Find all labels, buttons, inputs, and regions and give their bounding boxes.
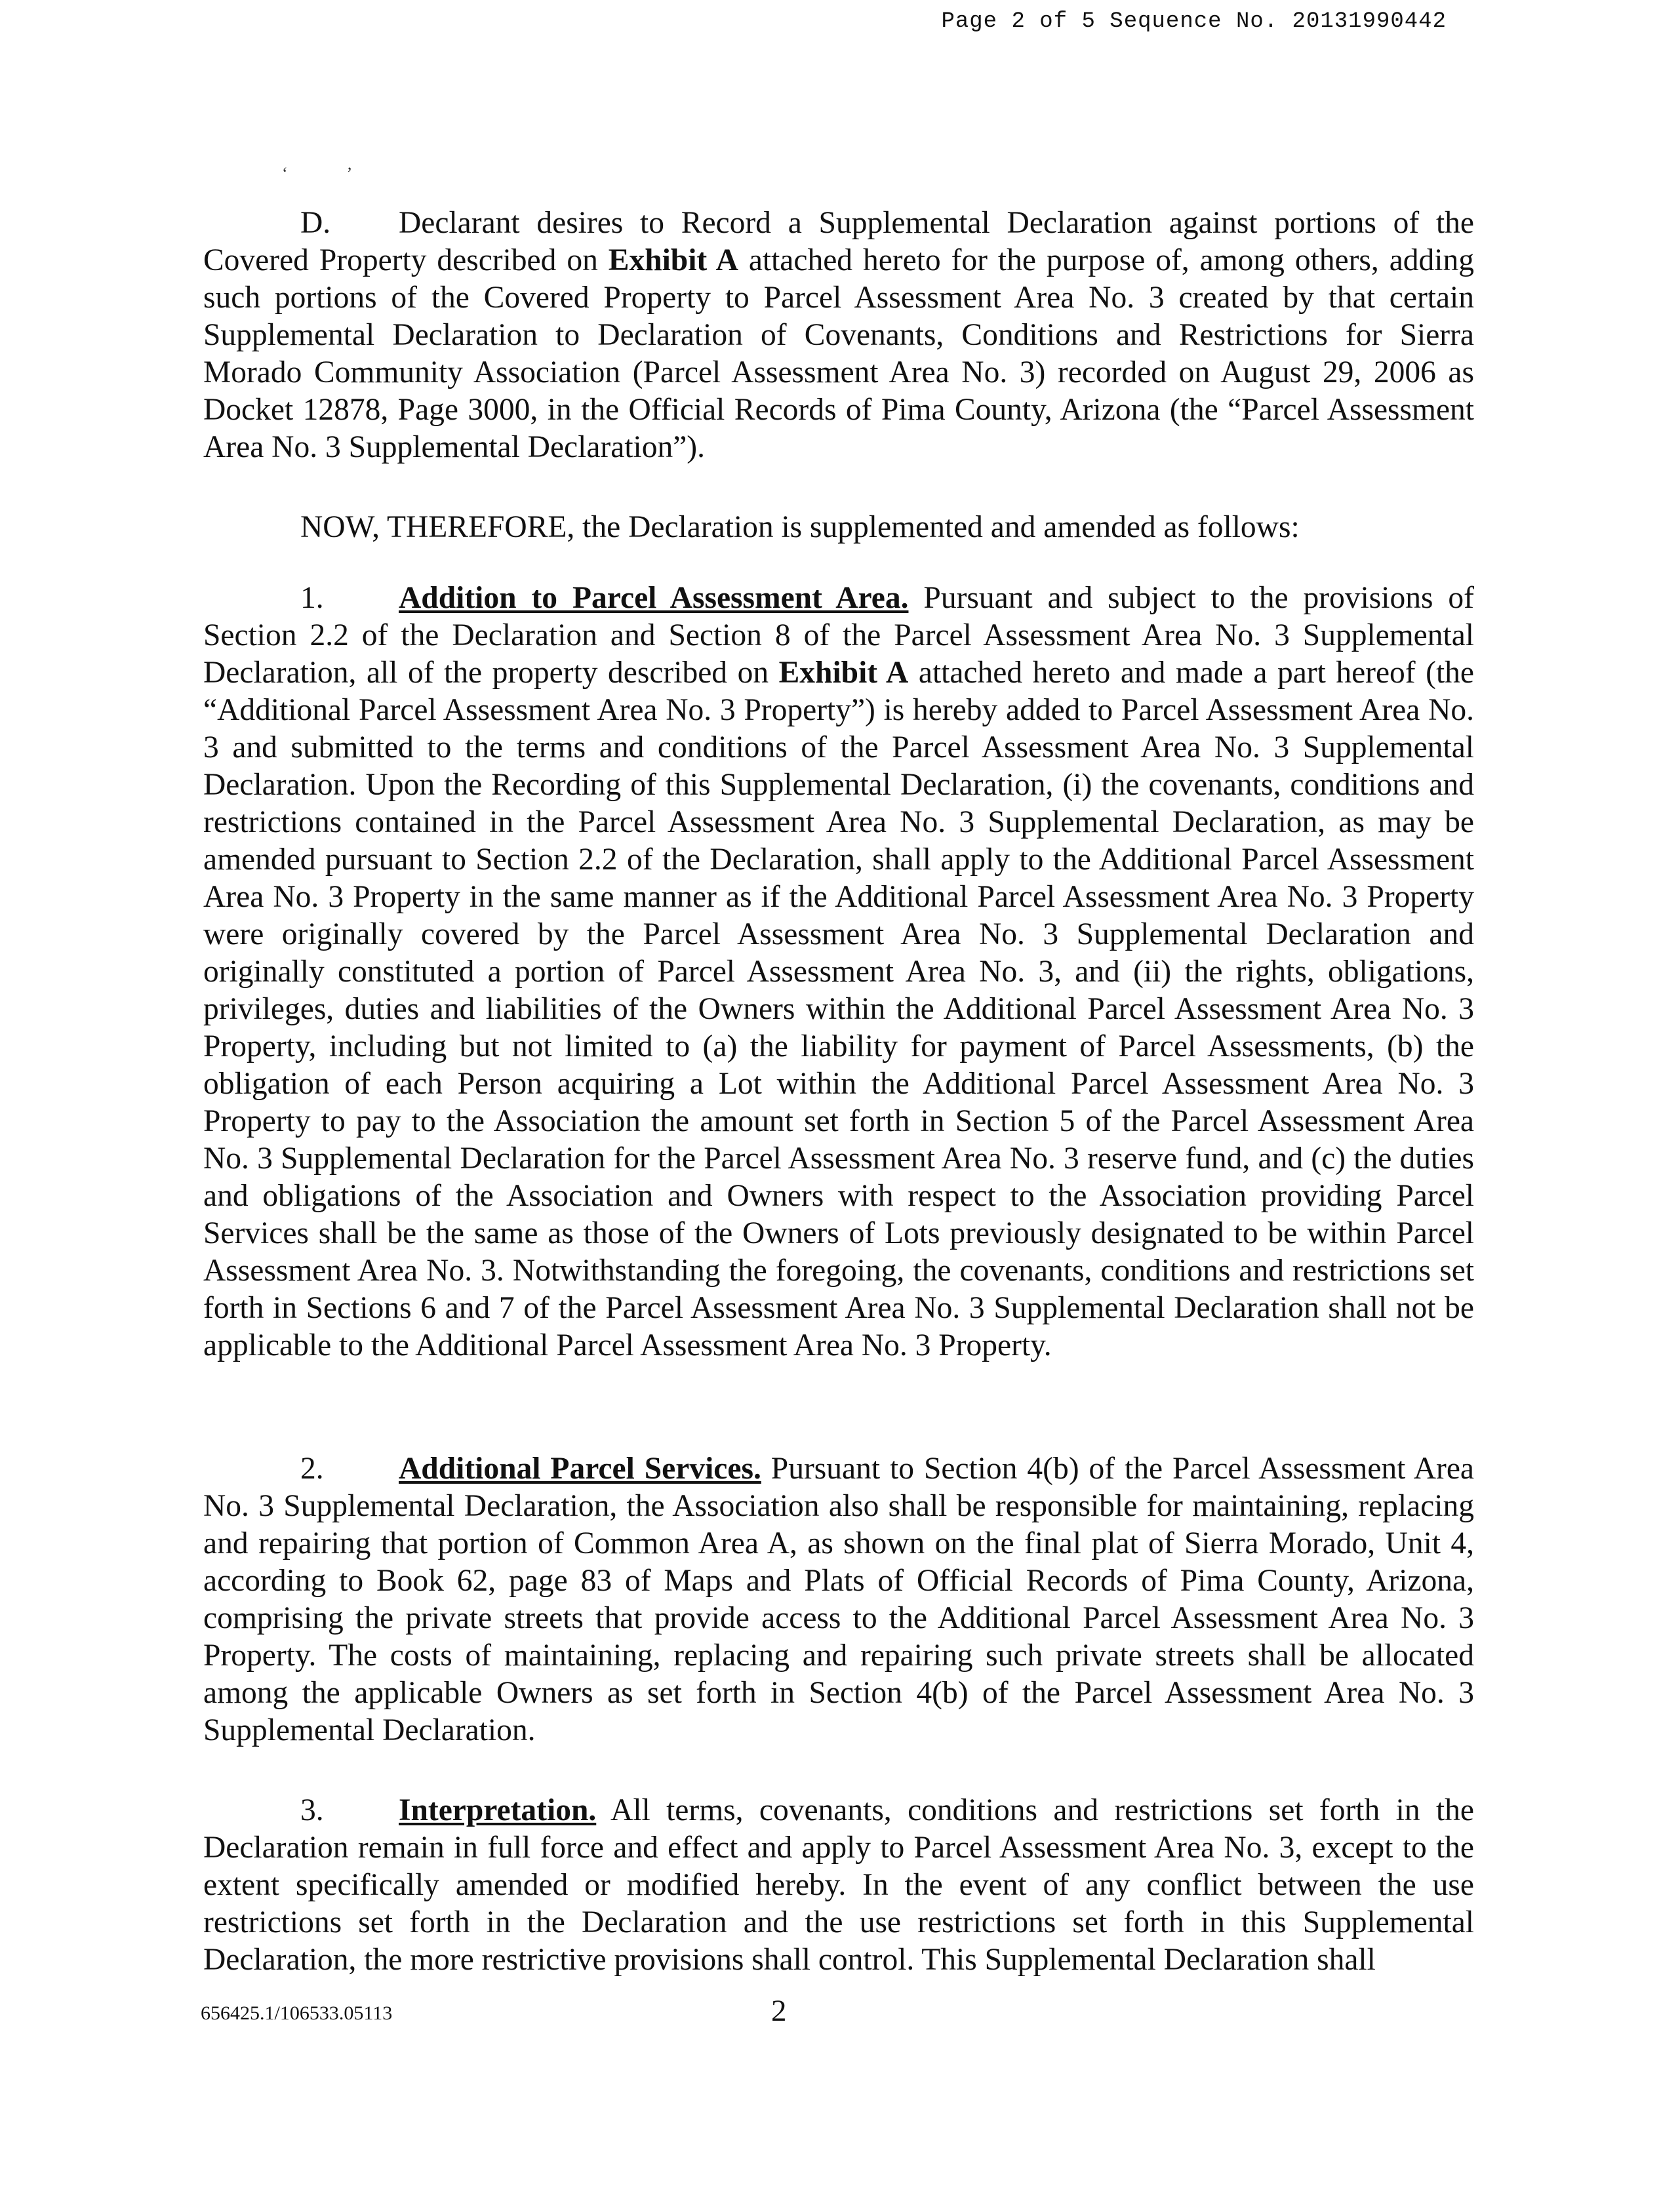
section-1-text-2: attached hereto and made a part hereof (the “Additional Parcel Assessment Area No. 3 Property”) is hereby added to Parcel Assessment Area No. 3 and submitted to the terms and conditions of the Parcel Assessment Area No. 3 Supplemental Declaration. Upon the Recording of this Supplemental Declaration, (i) the covenants, conditions and restrictions contained in the Parcel Assessment Area No. 3 Supplemental Declaration, as may be amended pursuant to Section 2.2 of the Declaration, shall apply to the Additional Parcel Assessment Area No. 3 Property in the same manner as if the Additional Parcel Assessment Area No. 3 Property were originally covered by the Parcel Assessment Area No. 3 Supplemental Declaration and originally constituted a portion of Parcel Assessment Area No. 3, and (ii) the rights, obligations, privileges, duties and liabilities of the Owners within the Additional Parcel Assessment Area No. 3 Property, including but not limited to (a) the liability for payment of Parcel Assessments, (b) the obligation of each Person acquiring a Lot within the Additional Parcel Assessment Area No. 3 Property to pay to the Association the amount set forth in Section 5 of the Parcel Assessment Area No. 3 Supplemental Declaration for the Parcel Assessment Area No. 3 reserve fund, and (c) the duties and obligations of the Association and Owners with respect to the Association providing Parcel Services shall be the same as those of the Owners of Lots previously designated to be within Parcel Assessment Area No. 3. Notwithstanding the foregoing, the covenants, conditions and restrictions set forth in Sections 6 and 7 of the Parcel Assessment Area No. 3 Supplemental Declaration shall not be applicable to the Additional Parcel Assessment Area No. 3 Property. — [203, 656, 1475, 1362]
section-2 — [203, 1450, 1474, 1749]
scan-marks — [282, 164, 411, 184]
recital-d-exhibit-ref: Exhibit A — [608, 243, 738, 277]
section-3-text: All terms, covenants, conditions and restrictions set forth in the Declaration remain in full force and effect and apply to Parcel Assessment Area No. 3, except to the extent specifically amended or modified hereby. In the event of any conflict between the use restrictions set forth in the Declaration and the use restrictions set forth in this Supplemental Declaration, the more restrictive provisions shall control. This Supplemental Declaration shall — [203, 1793, 1474, 1977]
recital-d-number: D. — [300, 206, 331, 240]
section-1-heading: Addition to Parcel Assessment Area. — [399, 581, 909, 615]
scan-mark-left: ‘ — [282, 164, 347, 183]
section-3-heading: Interpretation. — [399, 1793, 597, 1827]
now-therefore-text: NOW, THEREFORE, the Declaration is supplemented and amended as follows: — [300, 510, 1300, 544]
section-1-text-1: Pursuant and subject to the provisions of Section 2.2 of the Declaration and Section 8 of the Parcel Assessment Area No. 3 Supplemental Declaration, all of the property described on — [203, 581, 1474, 690]
footer-page-number: 2 — [771, 1994, 787, 2028]
section-2-number: 2. — [300, 1452, 324, 1486]
recital-d-text-1: Declarant desires to Record a Supplemental Declaration against portions of the Covered Property described on — [203, 206, 1474, 277]
section-2-heading: Additional Parcel Services. — [399, 1452, 761, 1486]
now-therefore-clause — [203, 509, 1474, 546]
section-3 — [203, 1792, 1474, 1979]
recital-d — [203, 205, 1474, 466]
section-1-exhibit-ref: Exhibit A — [778, 656, 909, 690]
section-1 — [203, 580, 1474, 1364]
section-1-number: 1. — [300, 581, 324, 615]
section-3-number: 3. — [300, 1793, 324, 1827]
scan-mark-right: ’ — [346, 164, 412, 183]
section-2-text: Pursuant to Section 4(b) of the Parcel Assessment Area No. 3 Supplemental Declaration, the Association also shall be responsible for maintaining, replacing and repairing that portion of Common Area A, as shown on the final plat of Sierra Morado, Unit 4, according to Book 62, page 83 of Maps and Plats of Official Records of Pima County, Arizona, comprising the private streets that provide access to the Additional Parcel Assessment Area No. 3 Property. The costs of maintaining, replacing and repairing such private streets shall be allocated among the applicable Owners as set forth in Section 4(b) of the Parcel Assessment Area No. 3 Supplemental Declaration. — [203, 1452, 1475, 1747]
recording-stamp: Page 2 of 5 Sequence No. 20131990442 — [941, 9, 1447, 34]
recital-d-text-2: attached hereto for the purpose of, among others, adding such portions of the Covered Property to Parcel Assessment Area No. 3 created by that certain Supplemental Declaration to Declaration of Covenants, Conditions and Restrictions for Sierra Morado Community Association (Parcel Assessment Area No. 3) recorded on August 29, 2006 as Docket 12878, Page 3000, in the Official Records of Pima County, Arizona (the “Parcel Assessment Area No. 3 Supplemental Declaration”). — [203, 243, 1474, 464]
footer-document-id: 656425.1/106533.05113 — [201, 2002, 393, 2024]
